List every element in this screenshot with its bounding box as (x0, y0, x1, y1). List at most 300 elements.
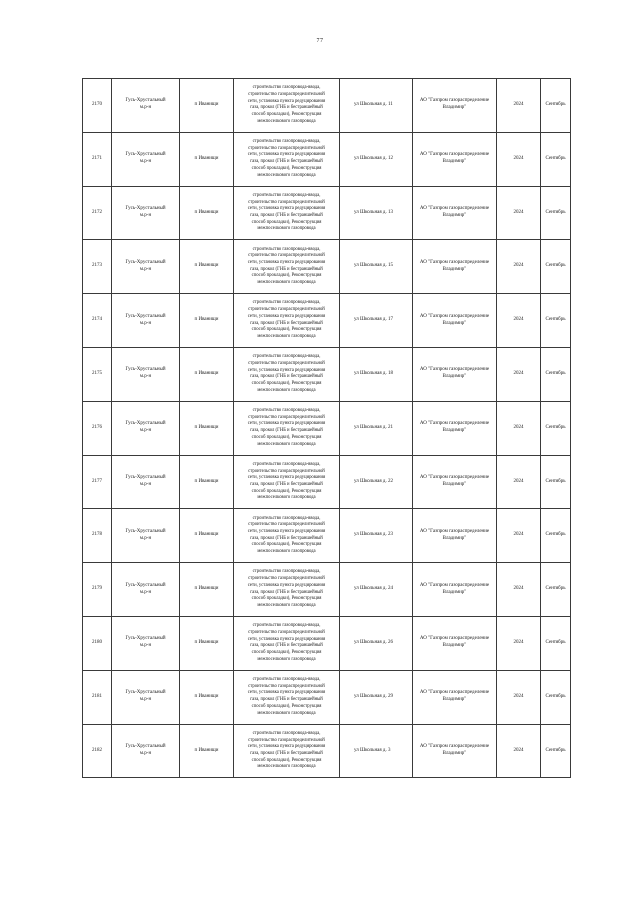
work-description-line: газа, прокол (ГНБ и бестраншейный (250, 212, 323, 218)
contractor-name: АО "Газпром газораспределение (419, 528, 490, 534)
row-number: 2171 (92, 155, 102, 161)
district-cell (112, 563, 180, 617)
contractor-city: Владимир" (442, 105, 467, 111)
work-description-line: строительство газопровода-ввода, (252, 408, 321, 414)
address-text: ул Школьная д. 29 (354, 693, 393, 699)
address-cell (340, 563, 413, 617)
contractor-cell (413, 79, 497, 133)
work-description-line: сети, установка пункта редуцирования (247, 421, 326, 427)
year-value: 2024 (513, 370, 524, 376)
settlement-cell (180, 79, 234, 133)
contractor-name: АО "Газпром газораспределение (419, 421, 490, 427)
work-description-line: строительство газопровода-ввода, (252, 354, 321, 360)
work-description-cell (234, 509, 340, 563)
address-text: ул Школьная д. 22 (354, 478, 393, 484)
work-description-line: строительство газораспределительной (248, 522, 325, 528)
work-description-line: межпоселкового газопровода (257, 280, 316, 286)
row-number: 2175 (92, 370, 102, 376)
work-description-line: сети, установка пункта редуцирования (247, 744, 326, 750)
address-text: ул Школьная д. 24 (354, 586, 393, 592)
settlement-name: п Иванищи (194, 370, 219, 376)
work-description-cell (234, 186, 340, 240)
row-number: 2178 (92, 532, 102, 538)
table-row (83, 455, 571, 509)
work-description-line: межпоселкового газопровода (257, 549, 316, 555)
address-cell (340, 509, 413, 563)
address-cell (340, 240, 413, 294)
contractor-city: Владимир" (442, 159, 467, 165)
work-description-line: строительство газораспределительной (248, 468, 325, 474)
work-description-line: сети, установка пункта редуцирования (247, 690, 326, 696)
work-description-line: сети, установка пункта редуцирования (247, 260, 326, 266)
work-description-line: сети, установка пункта редуцирования (247, 152, 326, 158)
contractor-city: Владимир" (442, 428, 467, 434)
contractor-cell (413, 240, 497, 294)
row-number-cell (83, 347, 112, 401)
month-value: Сентябрь (545, 317, 566, 323)
work-description-line: сети, установка пункта редуцирования (247, 582, 326, 588)
work-description-cell (234, 294, 340, 348)
year-cell (497, 670, 541, 724)
work-description-line: строительство газопровода-ввода, (252, 677, 321, 683)
year-cell (497, 509, 541, 563)
work-description-cell (234, 563, 340, 617)
work-description-line: межпоселкового газопровода (257, 118, 316, 124)
work-description-line: способ прокладки), Реконструкция (251, 165, 322, 171)
work-description-line: способ прокладки), Реконструкция (251, 219, 322, 225)
district-name: Гусь-Хрустальный (125, 528, 166, 534)
row-number: 2179 (92, 586, 102, 592)
district-name: Гусь-Хрустальный (125, 206, 166, 212)
district-name: Гусь-Хрустальный (125, 98, 166, 104)
row-number: 2180 (92, 639, 102, 645)
work-description-line: сети, установка пункта редуцирования (247, 313, 326, 319)
row-number-cell (83, 509, 112, 563)
contractor-name: АО "Газпром газораспределение (419, 582, 490, 588)
district-cell (112, 186, 180, 240)
work-description-line: сети, установка пункта редуцирования (247, 206, 326, 212)
row-number-cell (83, 240, 112, 294)
table-row (83, 616, 571, 670)
work-description-cell (234, 132, 340, 186)
year-value: 2024 (513, 317, 524, 323)
row-number-cell (83, 563, 112, 617)
contractor-cell (413, 455, 497, 509)
work-description-line: способ прокладки), Реконструкция (251, 650, 322, 656)
address-cell (340, 186, 413, 240)
address-text: ул Школьная д. 23 (354, 532, 393, 538)
table-row (83, 240, 571, 294)
year-value: 2024 (513, 101, 524, 107)
district-name: Гусь-Хрустальный (125, 744, 166, 750)
row-number-cell (83, 79, 112, 133)
work-description-line: способ прокладки), Реконструкция (251, 434, 322, 440)
district-cell (112, 347, 180, 401)
work-description-line: газа, прокол (ГНБ и бестраншейный (250, 266, 323, 272)
work-description-line: способ прокладки), Реконструкция (251, 703, 322, 709)
settlement-name: п Иванищи (194, 317, 219, 323)
work-description-line: межпоселкового газопровода (257, 333, 316, 339)
table-row (83, 724, 571, 778)
work-description-line: строительство газораспределительной (248, 737, 325, 743)
settlement-name: п Иванищи (194, 155, 219, 161)
contractor-name: АО "Газпром газораспределение (419, 744, 490, 750)
work-description-line: строительство газопровода-ввода, (252, 730, 321, 736)
year-cell (497, 724, 541, 778)
year-value: 2024 (513, 424, 524, 430)
work-description-line: межпоселкового газопровода (257, 656, 316, 662)
district-type: м.р-н (139, 320, 152, 326)
address-cell (340, 132, 413, 186)
settlement-cell (180, 724, 234, 778)
work-description-line: газа, прокол (ГНБ и бестраншейный (250, 535, 323, 541)
contractor-city: Владимир" (442, 643, 467, 649)
month-value: Сентябрь (545, 263, 566, 269)
settlement-name: п Иванищи (194, 101, 219, 107)
work-description-line: газа, прокол (ГНБ и бестраншейный (250, 320, 323, 326)
month-value: Сентябрь (545, 370, 566, 376)
contractor-name: АО "Газпром газораспределение (419, 475, 490, 481)
month-cell (541, 240, 571, 294)
year-value: 2024 (513, 155, 524, 161)
district-cell (112, 294, 180, 348)
work-description-line: газа, прокол (ГНБ и бестраншейный (250, 481, 323, 487)
district-type: м.р-н (139, 535, 152, 541)
month-value: Сентябрь (545, 586, 566, 592)
table-row (83, 670, 571, 724)
work-description-line: строительство газопровода-ввода, (252, 623, 321, 629)
month-cell (541, 347, 571, 401)
work-description-line: строительство газопровода-ввода, (252, 246, 321, 252)
work-description-line: сети, установка пункта редуцирования (247, 98, 326, 104)
work-description-line: сети, установка пункта редуцирования (247, 367, 326, 373)
work-description-line: газа, прокол (ГНБ и бестраншейный (250, 374, 323, 380)
contractor-cell (413, 294, 497, 348)
settlement-cell (180, 616, 234, 670)
work-description-cell (234, 616, 340, 670)
work-description-line: строительство газораспределительной (248, 199, 325, 205)
contractor-cell (413, 347, 497, 401)
district-type: м.р-н (139, 589, 152, 595)
month-cell (541, 724, 571, 778)
work-description-cell (234, 240, 340, 294)
year-value: 2024 (513, 478, 524, 484)
settlement-cell (180, 455, 234, 509)
month-value: Сентябрь (545, 532, 566, 538)
address-text: ул Школьная д. 13 (354, 209, 393, 215)
contractor-name: АО "Газпром газораспределение (419, 98, 490, 104)
district-type: м.р-н (139, 374, 152, 380)
work-description-cell (234, 347, 340, 401)
work-description-line: способ прокладки), Реконструкция (251, 596, 322, 602)
district-name: Гусь-Хрустальный (125, 582, 166, 588)
district-cell (112, 132, 180, 186)
row-number: 2170 (92, 101, 102, 107)
year-cell (497, 455, 541, 509)
address-text: ул Школьная д. 12 (354, 155, 393, 161)
work-description-line: межпоселкового газопровода (257, 602, 316, 608)
table-row (83, 294, 571, 348)
month-cell (541, 563, 571, 617)
district-type: м.р-н (139, 159, 152, 165)
contractor-cell (413, 509, 497, 563)
year-value: 2024 (513, 532, 524, 538)
district-name: Гусь-Хрустальный (125, 421, 166, 427)
district-cell (112, 240, 180, 294)
row-number-cell (83, 455, 112, 509)
settlement-cell (180, 563, 234, 617)
month-cell (541, 616, 571, 670)
district-name: Гусь-Хрустальный (125, 367, 166, 373)
contractor-name: АО "Газпром газораспределение (419, 367, 490, 373)
contractor-city: Владимир" (442, 266, 467, 272)
work-description-cell (234, 79, 340, 133)
district-type: м.р-н (139, 105, 152, 111)
address-text: ул Школьная д. 17 (354, 317, 393, 323)
work-description-line: межпоселкового газопровода (257, 226, 316, 232)
work-description-line: строительство газопровода-ввода, (252, 461, 321, 467)
year-cell (497, 240, 541, 294)
year-value: 2024 (513, 209, 524, 215)
settlement-cell (180, 670, 234, 724)
contractor-name: АО "Газпром газораспределение (419, 259, 490, 265)
month-cell (541, 186, 571, 240)
address-text: ул Школьная д. 11 (354, 101, 393, 107)
work-description-line: строительство газораспределительной (248, 91, 325, 97)
table-row (83, 347, 571, 401)
settlement-name: п Иванищи (194, 747, 219, 753)
settlement-cell (180, 132, 234, 186)
month-cell (541, 294, 571, 348)
settlement-cell (180, 294, 234, 348)
work-description-line: межпоселкового газопровода (257, 441, 316, 447)
row-number: 2172 (92, 209, 102, 215)
contractor-cell (413, 563, 497, 617)
work-description-cell (234, 724, 340, 778)
year-cell (497, 294, 541, 348)
work-description-line: способ прокладки), Реконструкция (251, 488, 322, 494)
month-cell (541, 79, 571, 133)
settlement-name: п Иванищи (194, 532, 219, 538)
district-name: Гусь-Хрустальный (125, 636, 166, 642)
month-value: Сентябрь (545, 155, 566, 161)
row-number: 2182 (92, 747, 102, 753)
district-name: Гусь-Хрустальный (125, 313, 166, 319)
district-cell (112, 79, 180, 133)
year-value: 2024 (513, 263, 524, 269)
contractor-cell (413, 186, 497, 240)
settlement-cell (180, 186, 234, 240)
district-type: м.р-н (139, 750, 152, 756)
address-cell (340, 670, 413, 724)
work-description-line: способ прокладки), Реконструкция (251, 757, 322, 763)
work-description-line: строительство газораспределительной (248, 414, 325, 420)
settlement-cell (180, 347, 234, 401)
work-description-line: газа, прокол (ГНБ и бестраншейный (250, 105, 323, 111)
month-cell (541, 132, 571, 186)
work-description-line: газа, прокол (ГНБ и бестраншейный (250, 697, 323, 703)
contractor-city: Владимир" (442, 589, 467, 595)
month-cell (541, 455, 571, 509)
work-description-line: газа, прокол (ГНБ и бестраншейный (250, 159, 323, 165)
work-description-line: межпоселкового газопровода (257, 495, 316, 501)
contractor-city: Владимир" (442, 320, 467, 326)
work-description-line: строительство газораспределительной (248, 253, 325, 259)
settlement-name: п Иванищи (194, 693, 219, 699)
address-cell (340, 79, 413, 133)
work-description-line: строительство газораспределительной (248, 629, 325, 635)
work-description-cell (234, 401, 340, 455)
work-description-line: межпоселкового газопровода (257, 710, 316, 716)
page-number: 77 (316, 38, 324, 44)
work-description-line: строительство газораспределительной (248, 145, 325, 151)
contractor-city: Владимир" (442, 481, 467, 487)
district-type: м.р-н (139, 481, 152, 487)
settlement-name: п Иванищи (194, 586, 219, 592)
contractor-city: Владимир" (442, 750, 467, 756)
month-cell (541, 670, 571, 724)
work-description-line: межпоселкового газопровода (257, 172, 316, 178)
work-description-line: способ прокладки), Реконструкция (251, 327, 322, 333)
year-cell (497, 563, 541, 617)
district-type: м.р-н (139, 697, 152, 703)
work-description-line: способ прокладки), Реконструкция (251, 112, 322, 118)
year-value: 2024 (513, 639, 524, 645)
district-name: Гусь-Хрустальный (125, 259, 166, 265)
contractor-cell (413, 670, 497, 724)
table-row (83, 401, 571, 455)
row-number-cell (83, 724, 112, 778)
work-description-line: строительство газораспределительной (248, 576, 325, 582)
contractor-name: АО "Газпром газораспределение (419, 152, 490, 158)
year-cell (497, 616, 541, 670)
contractor-city: Владимир" (442, 374, 467, 380)
address-text: ул Школьная д. 15 (354, 263, 393, 269)
year-cell (497, 186, 541, 240)
district-type: м.р-н (139, 266, 152, 272)
month-value: Сентябрь (545, 478, 566, 484)
table-row (83, 186, 571, 240)
work-description-line: сети, установка пункта редуцирования (247, 529, 326, 535)
settlement-name: п Иванищи (194, 209, 219, 215)
settlement-cell (180, 401, 234, 455)
work-description-line: газа, прокол (ГНБ и бестраншейный (250, 589, 323, 595)
district-cell (112, 509, 180, 563)
district-cell (112, 670, 180, 724)
settlement-name: п Иванищи (194, 424, 219, 430)
work-description-line: строительство газопровода-ввода, (252, 85, 321, 91)
work-description-line: межпоселкового газопровода (257, 764, 316, 770)
settlement-cell (180, 509, 234, 563)
month-value: Сентябрь (545, 693, 566, 699)
work-description-line: строительство газопровода-ввода, (252, 192, 321, 198)
district-cell (112, 455, 180, 509)
district-cell (112, 724, 180, 778)
work-description-line: газа, прокол (ГНБ и бестраншейный (250, 428, 323, 434)
table-row (83, 563, 571, 617)
table-row (83, 132, 571, 186)
year-cell (497, 79, 541, 133)
address-cell (340, 616, 413, 670)
row-number: 2181 (92, 693, 102, 699)
district-name: Гусь-Хрустальный (125, 152, 166, 158)
work-description-line: строительство газораспределительной (248, 307, 325, 313)
row-number-cell (83, 132, 112, 186)
row-number-cell (83, 294, 112, 348)
year-cell (497, 347, 541, 401)
table-row (83, 79, 571, 133)
month-value: Сентябрь (545, 424, 566, 430)
address-cell (340, 455, 413, 509)
month-cell (541, 401, 571, 455)
month-value: Сентябрь (545, 101, 566, 107)
address-text: ул Школьная д. 26 (354, 639, 393, 645)
address-cell (340, 724, 413, 778)
address-text: ул Школьная д. 21 (354, 424, 393, 430)
district-type: м.р-н (139, 643, 152, 649)
settlement-name: п Иванищи (194, 263, 219, 269)
district-type: м.р-н (139, 428, 152, 434)
address-cell (340, 294, 413, 348)
contractor-name: АО "Газпром газораспределение (419, 206, 490, 212)
table-body (83, 79, 571, 778)
contractor-city: Владимир" (442, 697, 467, 703)
work-description-cell (234, 670, 340, 724)
work-description-line: межпоселкового газопровода (257, 387, 316, 393)
work-description-line: строительство газораспределительной (248, 360, 325, 366)
district-cell (112, 401, 180, 455)
district-name: Гусь-Хрустальный (125, 690, 166, 696)
contractor-cell (413, 616, 497, 670)
work-description-line: способ прокладки), Реконструкция (251, 273, 322, 279)
row-number-cell (83, 186, 112, 240)
work-description-cell (234, 455, 340, 509)
month-value: Сентябрь (545, 209, 566, 215)
work-description-line: газа, прокол (ГНБ и бестраншейный (250, 750, 323, 756)
address-text: ул Школьная д. 3 (354, 747, 391, 753)
row-number-cell (83, 401, 112, 455)
contractor-city: Владимир" (442, 535, 467, 541)
contractor-city: Владимир" (442, 212, 467, 218)
row-number-cell (83, 670, 112, 724)
address-cell (340, 401, 413, 455)
contractor-name: АО "Газпром газораспределение (419, 636, 490, 642)
month-value: Сентябрь (545, 639, 566, 645)
row-number: 2176 (92, 424, 102, 430)
work-description-line: строительство газопровода-ввода, (252, 515, 321, 521)
work-description-line: способ прокладки), Реконструкция (251, 381, 322, 387)
gasification-table (82, 78, 571, 778)
year-value: 2024 (513, 747, 524, 753)
table-row (83, 509, 571, 563)
year-cell (497, 401, 541, 455)
month-cell (541, 509, 571, 563)
work-description-line: сети, установка пункта редуцирования (247, 475, 326, 481)
contractor-name: АО "Газпром газораспределение (419, 313, 490, 319)
contractor-cell (413, 132, 497, 186)
year-value: 2024 (513, 586, 524, 592)
contractor-name: АО "Газпром газораспределение (419, 690, 490, 696)
work-description-line: газа, прокол (ГНБ и бестраншейный (250, 643, 323, 649)
district-type: м.р-н (139, 212, 152, 218)
district-cell (112, 616, 180, 670)
month-value: Сентябрь (545, 747, 566, 753)
work-description-line: строительство газопровода-ввода, (252, 139, 321, 145)
district-name: Гусь-Хрустальный (125, 475, 166, 481)
year-value: 2024 (513, 693, 524, 699)
work-description-line: строительство газораспределительной (248, 683, 325, 689)
address-cell (340, 347, 413, 401)
